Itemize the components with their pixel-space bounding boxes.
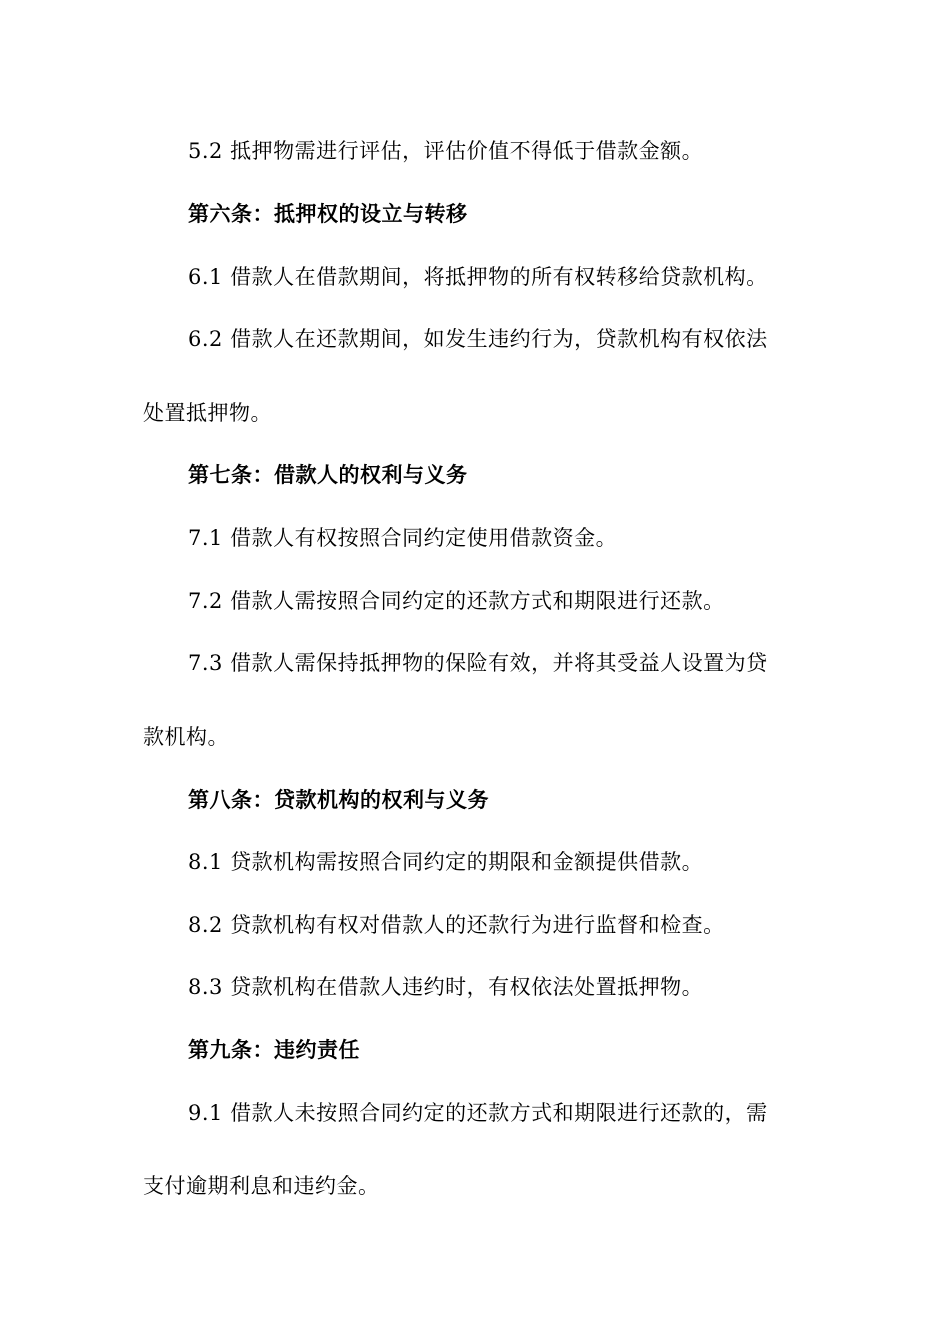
clause-6-2-continued: 处置抵押物。	[143, 401, 272, 425]
clause-7-1: 7.1 借款人有权按照合同约定使用借款资金。	[188, 526, 618, 550]
article-6-heading: 第六条：抵押权的设立与转移	[188, 202, 468, 226]
clause-7-3-continued: 款机构。	[143, 725, 229, 749]
article-8-heading: 第八条：贷款机构的权利与义务	[188, 788, 489, 812]
clause-8-3: 8.3 贷款机构在借款人违约时，有权依法处置抵押物。	[188, 975, 704, 999]
clause-6-1: 6.1 借款人在借款期间，将抵押物的所有权转移给贷款机构。	[188, 265, 768, 289]
clause-9-1-continued: 支付逾期利息和违约金。	[143, 1174, 380, 1198]
clause-5-2: 5.2 抵押物需进行评估，评估价值不得低于借款金额。	[188, 139, 704, 163]
clause-8-2: 8.2 贷款机构有权对借款人的还款行为进行监督和检查。	[188, 913, 725, 937]
clause-8-1: 8.1 贷款机构需按照合同约定的期限和金额提供借款。	[188, 850, 704, 874]
clause-7-2: 7.2 借款人需按照合同约定的还款方式和期限进行还款。	[188, 589, 725, 613]
clause-9-1: 9.1 借款人未按照合同约定的还款方式和期限进行还款的，需	[188, 1101, 768, 1125]
article-7-heading: 第七条：借款人的权利与义务	[188, 463, 468, 487]
clause-7-3: 7.3 借款人需保持抵押物的保险有效，并将其受益人设置为贷	[188, 651, 768, 675]
article-9-heading: 第九条：违约责任	[188, 1038, 360, 1062]
clause-6-2: 6.2 借款人在还款期间，如发生违约行为，贷款机构有权依法	[188, 327, 768, 351]
